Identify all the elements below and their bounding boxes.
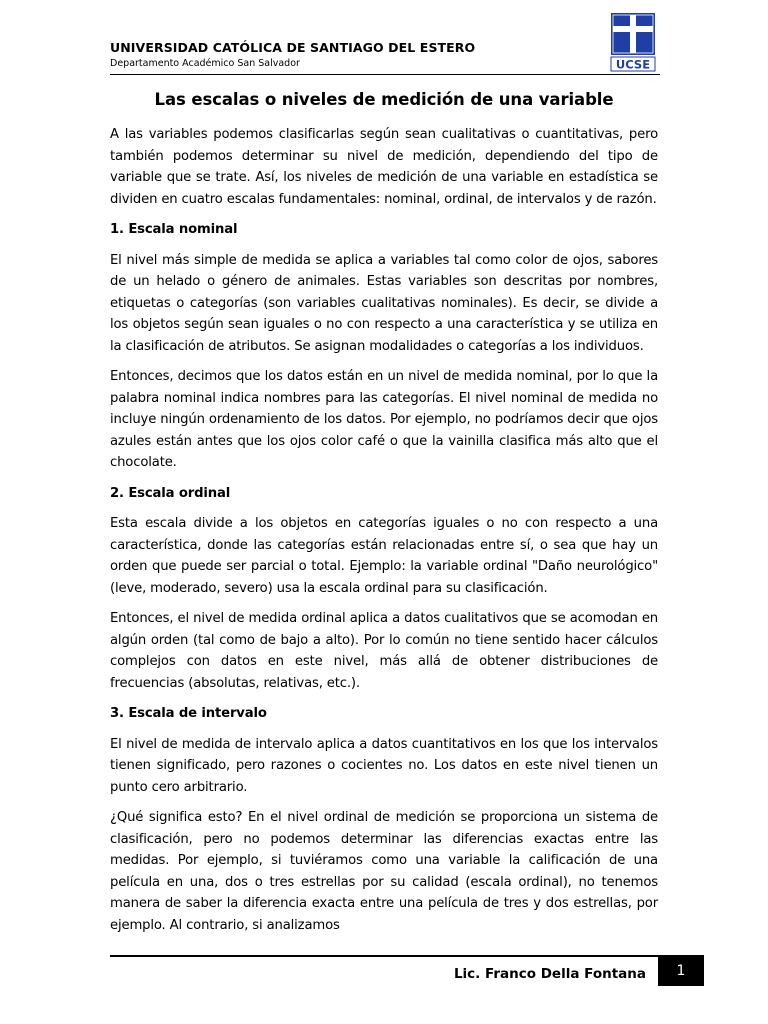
page-number: 1	[658, 955, 704, 986]
page-title: Las escalas o niveles de medición de una variable	[154, 90, 614, 109]
section-heading: 2. Escala ordinal	[110, 485, 231, 501]
body-paragraph: Entonces, el nivel de medida ordinal aplica a datos cualitativos que se acomodan en algún orden (tal como de bajo a alto). Por lo común no tiene sentido hacer cálculos complejos con datos en este nivel, más allá de obtener distribuciones de frecuencias (absolutas, relativas, etc.).	[110, 611, 658, 691]
document-header	[110, 40, 660, 69]
body-paragraph: El nivel más simple de medida se aplica a variables tal como color de ojos, sabores de un helado o género de animales. Estas variables son descritas por nombres, etiquetas o categorías (son variables cualitativas nominales). Es decir, se divide a los objetos según sean iguales o no con respecto a una característica y se utiliza en la clasificación de atributos. Se asignan modalidades o categorías a los individuos.	[110, 252, 658, 354]
document-body	[110, 124, 658, 945]
body-paragraph: Esta escala divide a los objetos en categorías iguales o no con respecto a una característica, donde las categorías están relacionadas entre sí, o sea que hay un orden que puede ser parcial o total. Ejemplo: la variable ordinal "Daño neurológico" (leve, moderado, severo) usa la escala ordinal para su clasificación.	[110, 516, 658, 596]
ucse-logo	[610, 12, 656, 72]
section-heading: 1. Escala nominal	[110, 222, 238, 237]
department-name: Departamento Académico San Salvador	[110, 58, 300, 69]
body-paragraph: Entonces, decimos que los datos están en un nivel de medida nominal, por lo que la palabra nominal indica nombres para las categorías. El nivel nominal de medida no incluye ningún ordenamiento de los datos. Por ejemplo, no podríamos decir que ojos azules están antes que los ojos color café o que la vainilla clasifica más alto que el chocolate.	[110, 369, 658, 470]
author-name: Lic. Franco Della Fontana	[453, 966, 646, 982]
body-paragraph: ¿Qué significa esto? En el nivel ordinal de medición se proporciona un sistema de clasificación, pero no podemos determinar las diferencias exactas entre las medidas. Por ejemplo, si tuviéramos como una variable la calificación de una película en una, dos o tres estrellas por su calidad (escala ordinal), no tenemos manera de saber la diferencia exacta entre una película de tres y dos estrellas, por ejemplo. Al contrario, si analizamos	[110, 810, 658, 933]
header-divider	[110, 74, 660, 75]
section-heading: 3. Escala de intervalo	[110, 706, 267, 721]
footer-divider	[110, 955, 658, 957]
body-paragraph: El nivel de medida de intervalo aplica a datos cuantitativos en los que los intervalos tienen significado, pero razones o cocientes no. Los datos en este nivel tienen un punto cero arbitrario.	[110, 736, 658, 795]
logo-text: UCSE	[615, 57, 651, 72]
intro-paragraph: A las variables podemos clasificarlas según sean cualitativas o cuantitativas, pero también podemos determinar su nivel de medición, dependiendo del tipo de variable que se trate. Así, los niveles de medición de una variable en estadística se dividen en cuatro escalas fundamentales: nominal, ordinal, de intervalos y de razón.	[110, 127, 658, 207]
university-name: UNIVERSIDAD CATÓLICA DE SANTIAGO DEL ESTERO	[110, 40, 476, 55]
